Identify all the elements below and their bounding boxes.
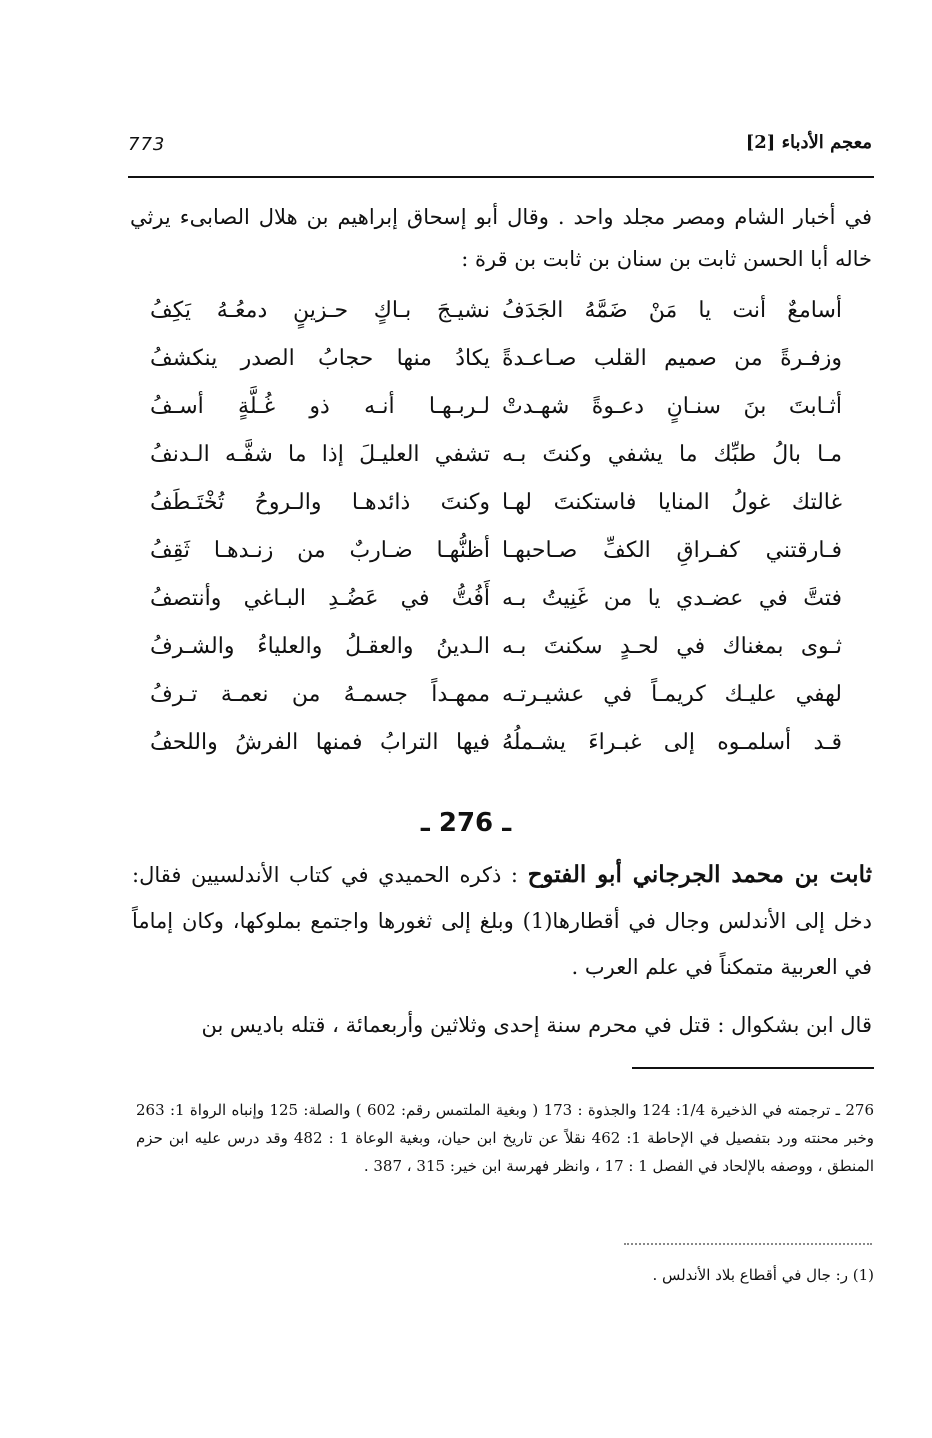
second-hemistich: لـربـهـا أنـه ذو غُـلَّةٍ أسـفُ [150,393,490,419]
first-hemistich: لهفي عليـك كريمـاً في عشيـرتـه [502,681,842,707]
first-hemistich: أسامعٌ أنت يا مَنْ ضَمَّهُ الجَدَفُ [502,297,842,323]
verse [150,574,842,622]
first-hemistich: أثـابتَ بنَ سنـانٍ دعـوةً شهـدتْ [502,393,842,419]
first-hemistich: قـد أسلمـوه إلى غبـراءَ يشـملُهُ [502,729,842,755]
entry-text: : ذكره الحميدي في كتاب الأندلسيين فقال: دخل إلى الأندلس وجال في أقطارها(1) وبلغ إلى ثغورها واجتمع بملوكها، وكان إماماً في العربية متمكناً في علم العرب . [132,863,872,979]
first-hemistich: فتتَّ في عضـدي يا من غَنِيتُ بـه [502,585,842,611]
first-hemistich: غالتك غولُ المنايا فاستكنتَ لهـا [502,489,842,515]
second-hemistich: وكنتَ ذائدهـا والـروحُ تُخْتَـطَفُ [150,489,490,515]
footnote-1: (1) ر: جال في أقطاع بلاد الأندلس . [652,1266,874,1284]
intro-text: في أخبار الشام ومصر مجلد واحد . وقال أبو إسحاق إبراهيم بن هلال الصابىء يرثي خاله أبا الحسن ثابت بن سنان بن ثابت بن قرة : [130,205,872,271]
footnote-rule [632,1067,874,1069]
second-hemistich: أَفُتُّ في عَضُـدِ البـاغي وأنتصفُ [150,585,490,611]
verse [150,382,842,430]
second-hemistich: الـدينُ والعقـلُ والعلياءُ والشـرفُ [150,633,490,659]
header-rule [128,176,874,178]
verse [150,622,842,670]
entry-number: ـ 276 ـ [420,808,512,838]
second-hemistich: فيها الترابُ فمنها الفرشُ واللحفُ [150,729,490,755]
biography-entry [132,852,872,1048]
entry-paragraph-2: قال ابن بشكوال : قتل في محرم سنة إحدى وثلاثين وأربعمائة ، قتله باديس بن [201,1013,872,1037]
entry-name: ثابت بن محمد الجرجاني أبو الفتوح [527,861,872,888]
second-hemistich: تشفي العليـلَ إذا ما شفَّـه الـدنفُ [150,441,490,467]
second-hemistich: أظنُّهـا ضـاربٌ من زنـدهـا ثَقِفُ [150,537,490,563]
intro-paragraph [130,196,872,280]
running-head: معجم الأدباء [2] [745,132,872,153]
verse [150,670,842,718]
verse [150,478,842,526]
first-hemistich: فـارقتني كفـراقِ الكفِّ صـاحبهـا [502,537,842,563]
source-note-text: 276 ـ ترجمته في الذخيرة 1/4: 124 والجذوة : 173 ( وبغية الملتمس رقم: 602 ) والصلة: 125 وإنباه الرواة 1: 263 وخبر محنته ورد بتفصيل في الإحاطة 1: 462 نقلاً عن تاريخ ابن حيان، وبغية الوعاة 1 : 482 وقد درس عليه ابن حزم المنطق ، ووصفه بالإلحاد في الفصل 1 : 17 ، وانظر فهرسة ابن خير: 315 ، 387 . [136,1101,875,1175]
first-hemistich: وزفـرةً من صميم القلب صـاعـدةً [502,345,842,371]
dotted-separator [624,1243,872,1245]
page-number: 773 [128,134,166,155]
verse [150,526,842,574]
verse [150,334,842,382]
second-hemistich: ممهـداً جسمـهُ من نعمـة تـرفُ [150,681,490,707]
verse [150,430,842,478]
verse [150,718,842,766]
source-note [136,1096,874,1180]
second-hemistich: يكادُ منها حجابُ الصدر ينكشفُ [150,345,490,371]
first-hemistich: ثـوى بمغناك في لحـدٍ سكنتَ بـه [502,633,842,659]
entry-paragraph [132,852,872,990]
second-hemistich: نشيـجَ بـاكٍ حـزينٍ دمعُـهُ يَكِفُ [150,297,490,323]
verse [150,286,842,334]
first-hemistich: مـا بالُ طبِّك ما يشفي وكنتَ بـه [502,441,842,467]
elegy-poem [150,286,842,766]
